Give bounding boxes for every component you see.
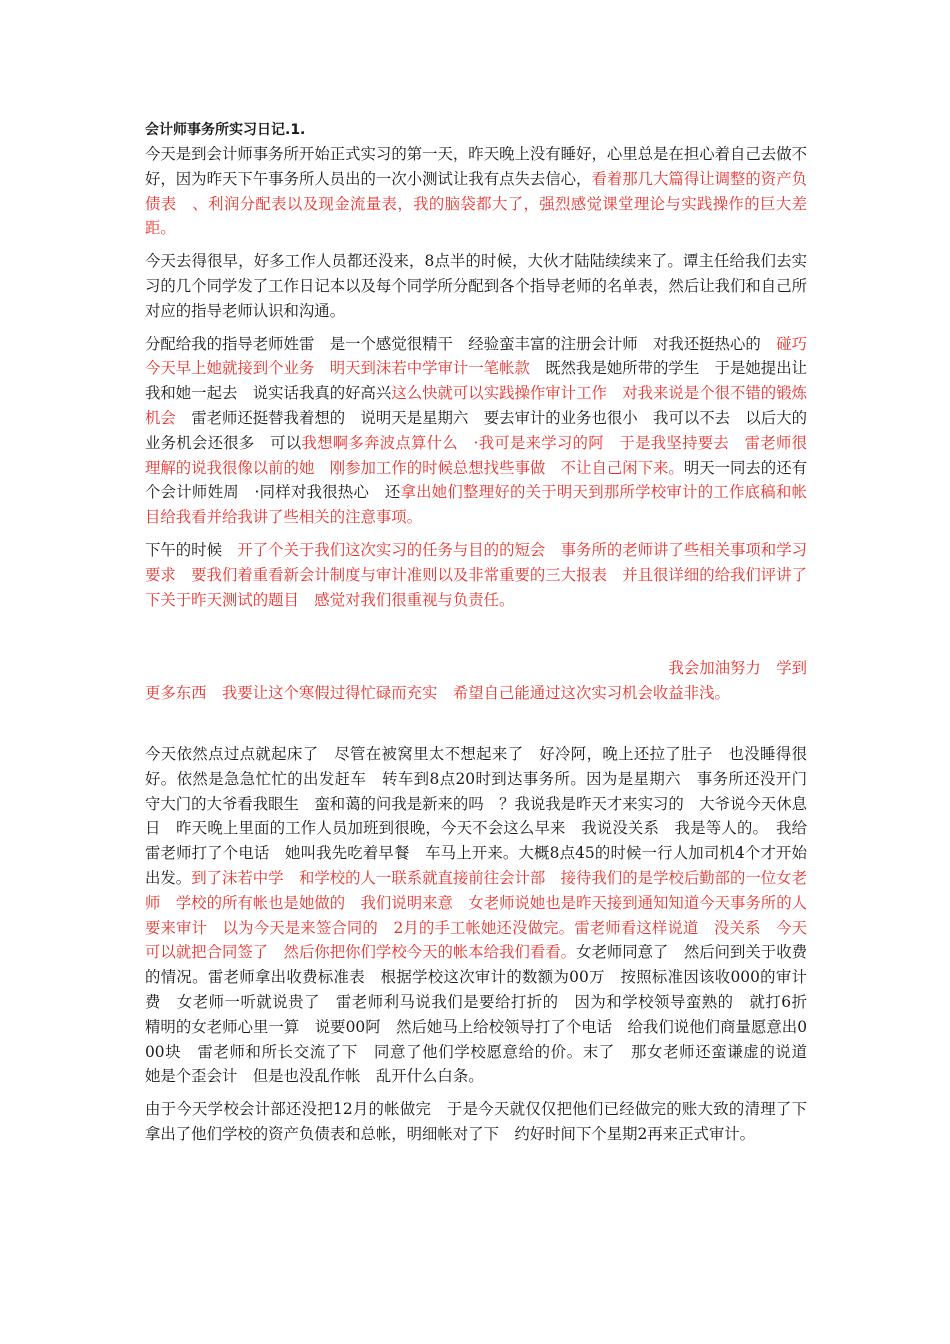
paragraph-3 — [145, 332, 807, 530]
paragraph-4-text: 下午的时候 — [145, 540, 238, 559]
paragraph-4 — [145, 538, 807, 612]
paragraph-2: 今天去得很早，好多工作人员都还没来，8点半的时候，大伙才陆陆续续来了。谭主任给我们去实习的几个同学发了工作日记本以及每个同学所分配到各个指导老师的名单表，然后让我们和自己所对应的指导老师认识和沟通。 — [145, 252, 807, 320]
paragraph-6 — [145, 742, 823, 1089]
page-title: 会计师事务所实习日记.1. — [145, 122, 306, 138]
paragraph-3-highlight-b: 碰巧今天早上她就接到个业务 明天到沫若中学审计一笔帐款 — [145, 334, 807, 378]
paragraph-6-highlight-b: 到了沫若中学 和学校的人一联系就直接前往会计部 接待我们的是学校后勤部的一位女老师 学校的所有帐也是她做的 我们说明来意 女老师说她也是昨天接到通知知道今天事务所的人要来审计 以为今天是来签合同的 2月的手工帐她还没做完。雷老师看这样说道 没关系 今天可以就把合同签了 然后你把你们学校今天的帐本给我们看看。 — [145, 868, 807, 962]
paragraph-3-highlight-h: 拿出她们整理好的关于明天到那所学校审计的工作底稿和帐目给我看并给我讲了些相关的注意事项。 — [145, 483, 807, 527]
paragraph-6-text-a: 今天依然点过点就起床了 尽管在被窝里太不想起来了 好冷阿，晚上还拉了肚子 也没睡得很好。依然是急急忙忙的出发赶车 转车到8点20时到达事务所。因为是星期六 事务所还没开门 守大门的大爷看我眼生 蛮和蔼的问我是新来的吗 ？我说我是昨天才来实习的 大爷说今天休息日 昨天晚上里面的工作人员加班到很晚，今天不会这么早来 我说没关系 我是等人的。 我给雷老师打了个电话 她叫我先吃着早餐 车马上开来。大概8点45的时候一行人加司机4个才开始出发。 — [145, 744, 823, 887]
paragraph-1-highlight: 看着那几大篇得让调整的资产负债表 、利润分配表以及现金流量表，我的脑袋都大了，强烈感觉课堂理论与实践操作的巨大差距。 — [145, 169, 807, 238]
spacer — [145, 714, 807, 742]
paragraph-3-highlight-d: 这么快就可以实践操作审计工作 对我来说是个很不错的锻炼机会 — [145, 384, 807, 427]
paragraph-6-text-c: 女老师同意了 然后问到关于收费的情况。雷老师拿出收费标准表 根据学校这次审计的数额为00万 按照标准因该收000的审计费 女老师一听就说贵了 雷老师利马说我们是要给打折的 因为和学校领导蛮熟的 就打6折 精明的女老师心里一算 说要00阿 然后她马上给校领导打了个电话 给我们说他们商量愿意出000块 雷老师和所长交流了下 同意了他们学校愿意给的价。末了 那女老师还蛮谦虚的说道 她是个歪会计 但是也没乱作帐 乱开什么白条。 — [145, 943, 823, 1086]
paragraph-1-text: 今天是到会计师事务所开始正式实习的第一天，昨天晚上没有睡好，心里总是在担心着自己去做不好，因为昨天下午事务所人员出的一次小测试让我有点失去信心， — [145, 145, 807, 188]
paragraph-4-highlight: 开了个关于我们这次实习的任务与目的的短会 事务所的老师讲了些相关事项和学习要求 要我们着重看新会计制度与审计准则以及非常重要的三大报表 并且很详细的给我们评讲了下关于昨天测试的题目 感觉对我们很重视与负责任。 — [145, 540, 807, 609]
paragraph-3-text-c: 既然我是她所带的学生 于是她提出让我和她一起去 说实话我真的好高兴 — [145, 359, 807, 403]
paragraph-3-text-e: 雷老师还挺替我着想的 说明天是星期六 要去审计的业务也很小 我可以不去 以后大的业务机会还很多 可以 — [145, 408, 807, 452]
paragraph-3-text-a: 分配给我的指导老师姓雷 是一个感觉很精干 经验蛮丰富的注册会计师 对我还挺热心的 — [145, 334, 777, 353]
paragraph-5-line-2: 更多东西 我要让这个寒假过得忙碌而充实 希望自己能通过这次实习机会收益非浅。 — [145, 684, 730, 703]
paragraph-3-text-g: 明天一同去的还有个会计师姓周 ·同样对我很热心 还 — [145, 458, 807, 502]
paragraph-7: 由于今天学校会计部还没把12月的帐做完 于是今天就仅仅把他们已经做完的账大致的清理了下 拿出了他们学校的资产负债表和总帐，明细帐对了下 约好时间下个星期2再来正式审计。 — [145, 1100, 823, 1143]
document-body — [145, 118, 823, 1147]
spacer — [145, 620, 807, 656]
paragraph-1 — [145, 142, 807, 241]
paragraph-3-highlight-f: 我想啊多奔波点算什么 ·我可是来学习的阿 于是我坚持要去 雷老师很理解的说我很像以前的她 刚参加工作的时候总想找些事做 不让自己闲下来。 — [145, 433, 807, 477]
paragraph-5-line-1: 我会加油努力 学到 — [668, 659, 807, 678]
